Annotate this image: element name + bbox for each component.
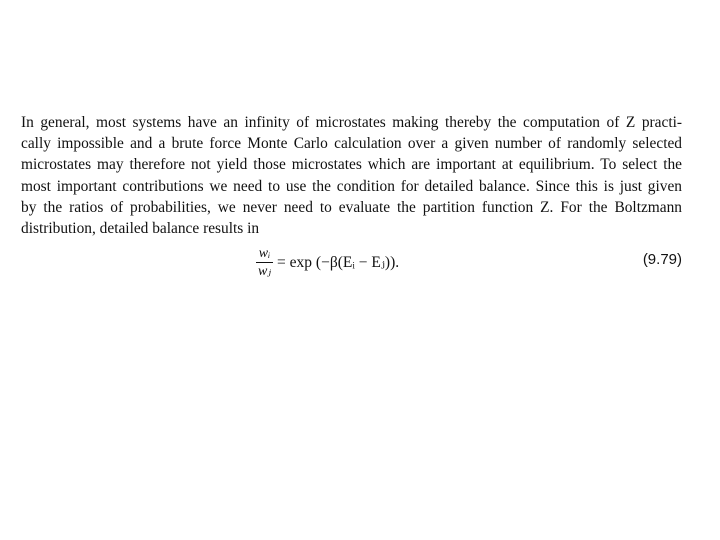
fraction-numerator: wᵢ [258, 245, 271, 261]
equation-9-79 [0, 239, 720, 285]
equation-right-hand-side: = exp (−β(Eᵢ − Eⱼ)). [277, 253, 400, 271]
paragraph-line: distribution, detailed balance results in [21, 220, 260, 238]
equation-number: (9.79) [642, 251, 682, 268]
paragraph-line: by the ratios of probabilities, we never need to evaluate the partition function Z. For the Boltzmann [21, 198, 682, 216]
paragraph-line: most important contributions we need to use the condition for detailed balance. Since this is just given [21, 177, 682, 195]
equation-fraction [256, 245, 273, 280]
body-paragraph [21, 112, 682, 239]
fraction-denominator: wⱼ [258, 263, 272, 279]
paragraph-line: cally impossible and a brute force Monte Carlo calculation over a given number of randomly selected [21, 135, 682, 153]
paragraph-line: In general, most systems have an infinity of microstates making thereby the computation of Z practi- [21, 114, 682, 131]
equation-body [256, 239, 399, 285]
paragraph-line: microstates may therefore not yield those microstates which are important at equilibrium. To select the [21, 156, 682, 174]
